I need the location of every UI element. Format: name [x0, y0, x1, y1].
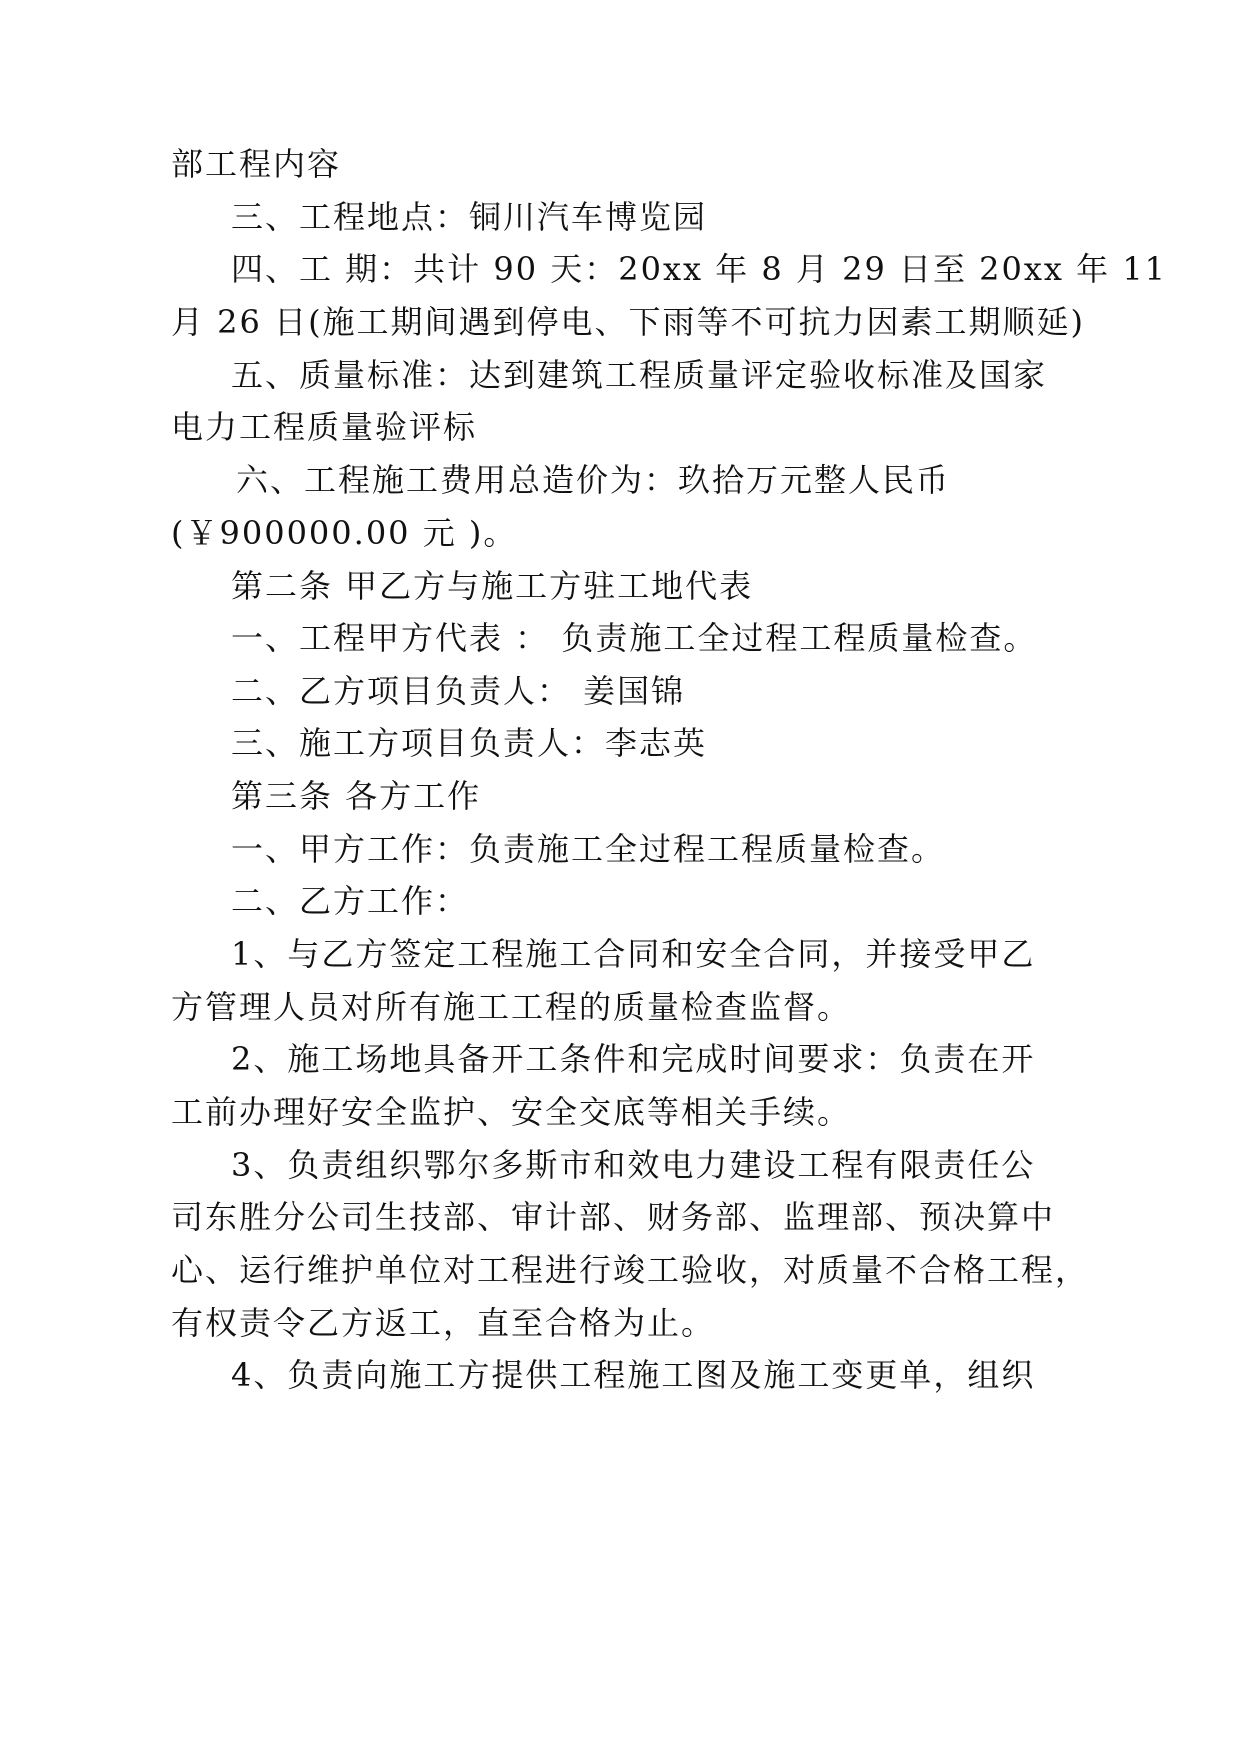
- text-line-17: 方管理人员对所有施工工程的质量检查监督。: [171, 988, 852, 1026]
- text-line-18: 2、施工场地具备开工条件和完成时间要求：负责在开: [231, 1040, 1036, 1078]
- text-line-1: 部工程内容: [171, 145, 342, 183]
- text-line-5: 五、质量标准：达到建筑工程质量评定验收标准及国家: [231, 356, 1048, 394]
- text-line-24: 4、负责向施工方提供工程施工图及施工变更单，组织: [231, 1356, 1036, 1394]
- text-line-14: 一、甲方工作：负责施工全过程工程质量检查。: [231, 830, 946, 868]
- text-line-13: 第三条 各方工作: [231, 777, 482, 815]
- text-line-12: 三、施工方项目负责人：李志英: [231, 724, 708, 762]
- text-line-4: 月 26 日(施工期间遇到停电、下雨等不可抗力因素工期顺延): [171, 303, 1086, 341]
- text-line-9: 第二条 甲乙方与施工方驻工地代表: [231, 567, 754, 605]
- text-line-11: 二、乙方项目负责人： 姜国锦: [231, 672, 686, 710]
- text-line-8: (￥900000.00 元 )。: [171, 514, 518, 552]
- text-line-20: 3、负责组织鄂尔多斯市和效电力建设工程有限责任公: [231, 1146, 1036, 1184]
- text-line-2: 三、工程地点：铜川汽车博览园: [231, 198, 708, 236]
- text-line-6: 电力工程质量验评标: [171, 408, 478, 446]
- text-line-16: 1、与乙方签定工程施工合同和安全合同，并接受甲乙: [231, 935, 1036, 973]
- text-line-10: 一、工程甲方代表 ： 负责施工全过程工程质量检查。: [231, 619, 1038, 657]
- text-line-22: 心、运行维护单位对工程进行竣工验收，对质量不合格工程，: [171, 1251, 1090, 1289]
- text-line-19: 工前办理好安全监护、安全交底等相关手续。: [171, 1093, 852, 1131]
- text-line-21: 司东胜分公司生技部、审计部、财务部、监理部、预决算中: [171, 1198, 1056, 1236]
- text-line-15: 二、乙方工作：: [231, 882, 470, 920]
- text-line-7: 六、工程施工费用总造价为：玖拾万元整人民币: [236, 461, 951, 499]
- text-line-23: 有权责令乙方返工，直至合格为止。: [171, 1304, 716, 1342]
- text-line-3: 四、工 期：共计 90 天：20xx 年 8 月 29 日至 20xx 年 11: [231, 250, 1168, 288]
